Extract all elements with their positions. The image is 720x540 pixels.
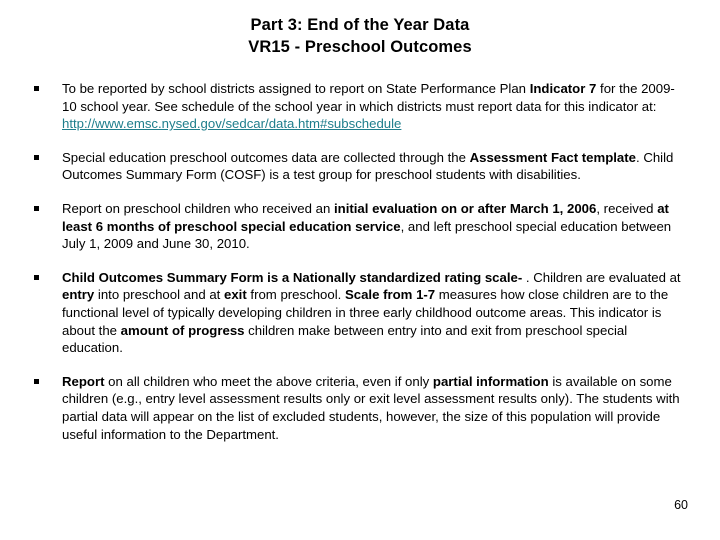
body-text: . Child Outcomes Summary Form (COSF) is a test group for preschool students with disabilities. <box>62 149 674 183</box>
bullet-cosf-rating-scale <box>30 269 690 357</box>
external-link[interactable]: http://www.emsc.nysed.gov/sedcar/data.htm#subschedule <box>62 116 402 132</box>
bullet-marker-icon <box>30 200 62 219</box>
bullet-assessment-fact-template <box>30 149 690 184</box>
body-text: Report on preschool children who received an <box>62 200 334 216</box>
bullet-marker-icon <box>30 373 62 392</box>
emphasis-text: entry <box>62 287 95 303</box>
body-text: , and left preschool special education between July 1, 2009 and June 30, 2010. <box>62 218 672 252</box>
emphasis-text: Child Outcomes Summary Form is a Nationally standardized rating scale- <box>62 269 526 285</box>
title-line-1: Part 3: End of the Year Data <box>250 16 470 34</box>
emphasis-text: Indicator 7 <box>529 81 597 96</box>
slide-title <box>0 14 720 58</box>
bullet-text-reporting-criteria <box>62 200 682 253</box>
body-text: on all children who meet the above criteria, even if only <box>104 373 433 389</box>
bullet-reporting-requirement <box>30 80 690 133</box>
title-line-2: VR15 - Preschool Outcomes <box>248 38 472 56</box>
bullet-text-cosf-rating-scale <box>62 269 682 357</box>
bullet-marker-icon <box>30 149 62 168</box>
body-text: from preschool. <box>246 287 345 303</box>
bullet-text-reporting-requirement <box>62 80 682 133</box>
body-text: measures how close children are to the functional level of typically developing children in three early childhood outcome areas. This indicator is about the <box>62 287 669 338</box>
body-text: To be reported by school districts assigned to report on State Performance Plan <box>62 81 530 96</box>
emphasis-text: initial evaluation on or after March 1, 2006 <box>333 200 597 216</box>
emphasis-text: Scale from 1-7 <box>344 287 436 303</box>
bullet-partial-information <box>30 373 690 443</box>
bullet-text-partial-information <box>62 373 682 443</box>
body-text: . Children are evaluated at <box>525 269 681 285</box>
body-text: Special education preschool outcomes data are collected through the <box>62 149 470 165</box>
emphasis-text: amount of progress <box>120 322 245 338</box>
body-text: children make between entry into and exit from preschool special education. <box>62 322 628 356</box>
body-text: , received <box>596 200 658 216</box>
bullet-marker-icon <box>30 80 62 99</box>
body-text: into preschool and at <box>94 287 225 303</box>
bullet-reporting-criteria <box>30 200 690 253</box>
page-number: 60 <box>674 498 688 512</box>
emphasis-text: partial information <box>432 373 549 389</box>
body-text: for the 2009-10 school year. See schedule of the school year in which districts must report data for this indicator at: <box>62 81 675 114</box>
slide-body <box>30 80 690 443</box>
emphasis-text: Report <box>62 373 105 389</box>
emphasis-text: exit <box>224 287 247 303</box>
emphasis-text: Assessment Fact template <box>469 149 636 165</box>
emphasis-text: at least 6 months of preschool special education service <box>62 200 669 234</box>
body-text: is available on some children (e.g., entry level assessment results only or exit level assessment results only). The students with partial data will appear on the list of excluded students, however, the size of this population will provide useful information to the Department. <box>62 373 680 442</box>
bullet-marker-icon <box>30 269 62 288</box>
bullet-text-assessment-fact-template <box>62 149 682 184</box>
